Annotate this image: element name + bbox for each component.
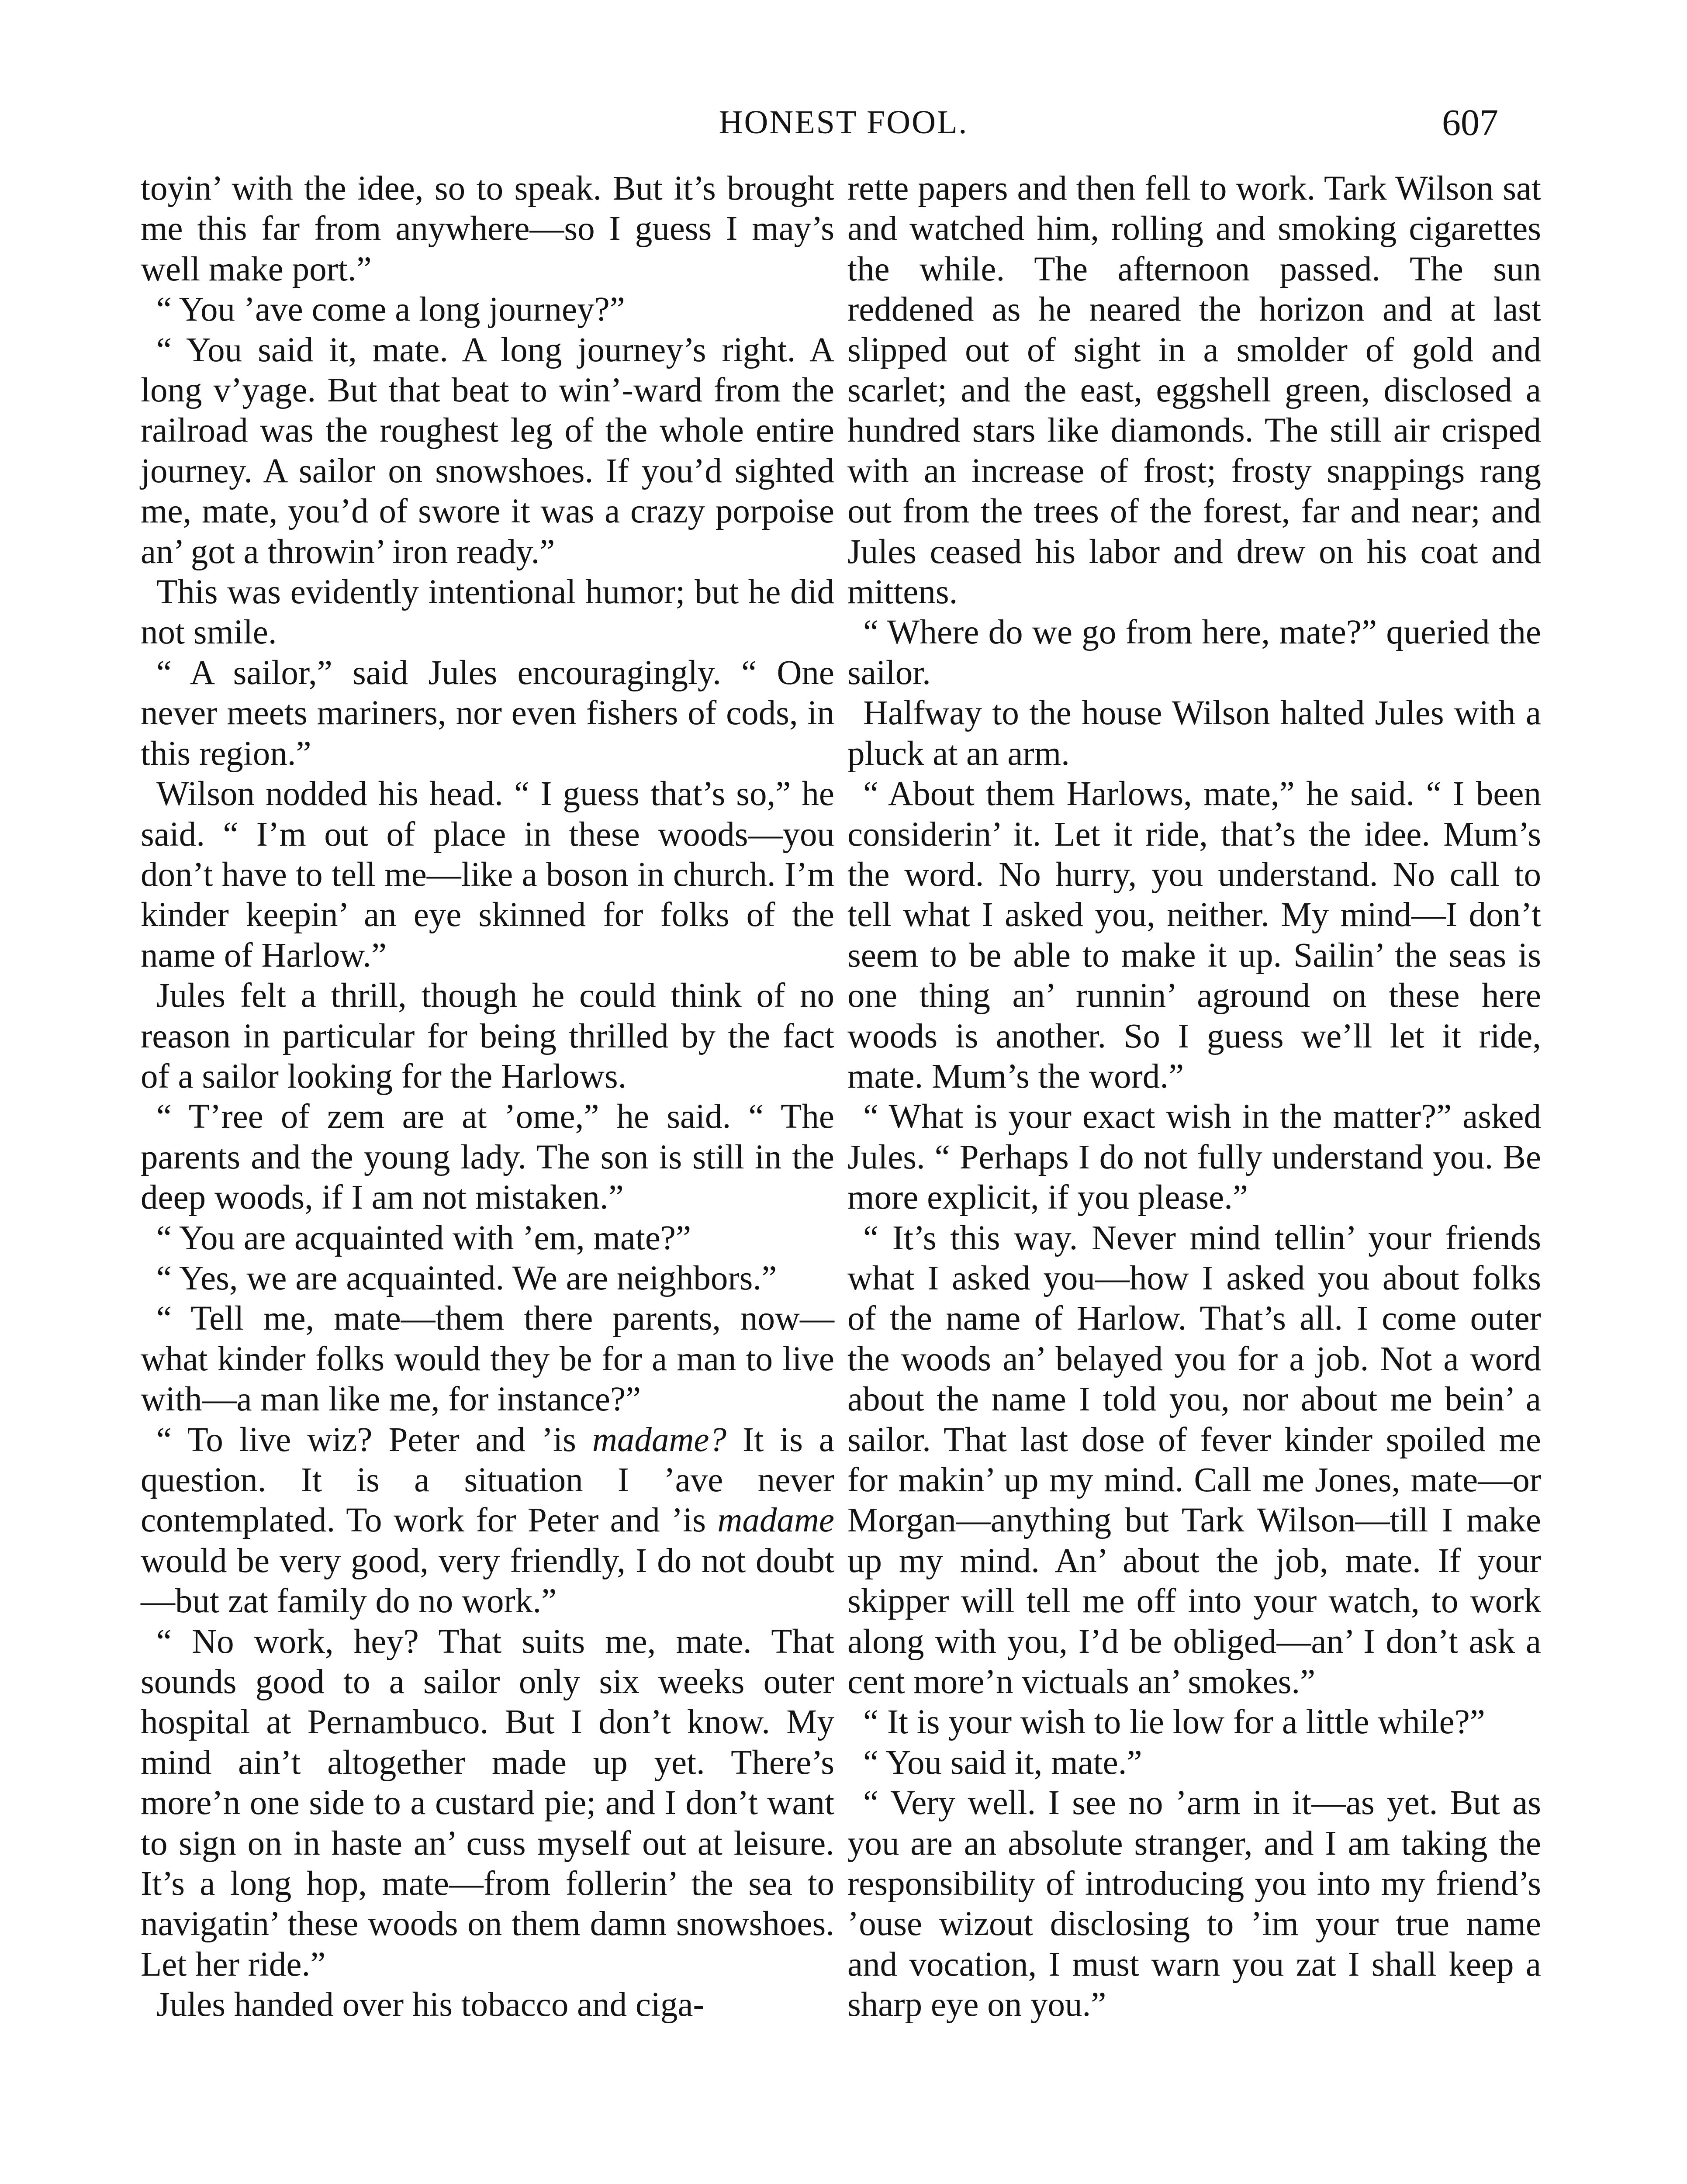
paragraph-text: “ To live wiz? Peter and ’is	[156, 1420, 592, 1459]
paragraph: “ You ’ave come a long journey?”	[156, 290, 625, 329]
paragraph: “ It is your wish to lie low for a little while?”	[863, 1703, 1485, 1742]
paragraph: This was evidently intentional humor; but he did not smile.	[141, 573, 834, 652]
right-column	[847, 169, 1541, 2025]
paragraph: Halfway to the house Wilson halted Jules with a pluck at an arm.	[847, 694, 1541, 773]
paragraph: Jules handed over his tobacco and ciga-	[156, 1986, 705, 2024]
paragraph: “ No work, hey? That suits me, mate. That sounds good to a sailor only six weeks outer hospital at Pernambuco. But I don’t know. My mind ain’t altogether made up yet. There’s more’n one side to a custard pie; and I don’t want to sign on in haste an’ cuss myself out at leisure. It’s a long hop, mate—from follerin’ the sea to navigatin’ these woods on them damn snowshoes. Let her ride.”	[141, 1622, 834, 1984]
paragraph: “ It’s this way. Never mind tellin’ your friends what I asked you—how I asked you about folks of the name of Harlow. That’s all. I come outer the woods an’ belayed you for a job. Not a word about the name I told you, nor about me bein’ a sailor. That last dose of fever kinder spoiled me for makin’ up my mind. Call me Jones, mate—or Morgan—anything but Tark Wilson—till I make up my mind. An’ about the job, mate. If your skipper will tell me off into your watch, to work along with you, I’d be obliged—an’ I don’t ask a cent more’n victuals an’ smokes.”	[847, 1219, 1541, 1701]
paragraph: Wilson nodded his head. “ I guess that’s so,” he said. “ I’m out of place in these woods—you don’t have to tell me—like a boson in church. I’m kinder keepin’ an eye skinned for folks of the name of Harlow.”	[141, 775, 834, 975]
paragraph-text: It is a question. It is a situation I ’ave never contemplated. To work for Peter and ’is	[141, 1420, 834, 1540]
left-column	[141, 169, 834, 2025]
paragraph: “ You are acquainted with ’em, mate?”	[156, 1219, 691, 1257]
italic-text: madame	[717, 1501, 834, 1540]
paragraph: “ About them Harlows, mate,” he said. “ I been considerin’ it. Let it ride, that’s the idee. Mum’s the word. No hurry, you understand. No call to tell what I asked you, neither. My mind—I don’t seem to be able to make it up. Sailin’ the seas is one thing an’ runnin’ aground on these here woods is another. So I guess we’ll let it ride, mate. Mum’s the word.”	[847, 775, 1541, 1095]
paragraph: “ Yes, we are acquainted. We are neighbors.”	[156, 1259, 777, 1297]
italic-text: madame?	[592, 1420, 726, 1459]
paragraph-text: would be very good, very friendly, I do not doubt—but zat family do no work.”	[141, 1541, 834, 1621]
running-head: HONEST FOOL.	[719, 104, 968, 141]
page-header	[0, 96, 1687, 149]
page-number: 607	[1442, 101, 1498, 143]
paragraph: “ Where do we go from here, mate?” queried the sailor.	[847, 613, 1541, 692]
paragraph: “ Tell me, mate—them there parents, now—what kinder folks would they be for a man to live with—a man like me, for instance?”	[141, 1299, 834, 1419]
paragraph: “ What is your exact wish in the matter?” asked Jules. “ Perhaps I do not fully understand you. Be more explicit, if you please.”	[847, 1098, 1541, 1217]
paragraph: Jules felt a thrill, though he could think of no reason in particular for being thrilled by the fact of a sailor looking for the Harlows.	[141, 977, 834, 1095]
paragraph: “ A sailor,” said Jules encouragingly. “ One never meets mariners, nor even fishers of cods, in this region.”	[141, 653, 834, 773]
paragraph: toyin’ with the idee, so to speak. But it’s brought me this far from anywhere—so I guess I may’s well make port.”	[141, 169, 834, 288]
paragraph: rette papers and then fell to work. Tark Wilson sat and watched him, rolling and smoking cigarettes the while. The afternoon passed. The sun reddened as he neared the horizon and at last slipped out of sight in a smolder of gold and scarlet; and the east, eggshell green, disclosed a hundred stars like diamonds. The still air crisped with an increase of frost; frosty snappings rang out from the trees of the forest, far and near; and Jules ceased his labor and drew on his coat and mittens.	[847, 169, 1541, 612]
paragraph: “ You said it, mate. A long journey’s right. A long v’yage. But that beat to win’-ward from the railroad was the roughest leg of the whole entire journey. A sailor on snowshoes. If you’d sighted me, mate, you’d of swore it was a crazy porpoise an’ got a throwin’ iron ready.”	[141, 331, 834, 571]
paragraph	[141, 1420, 834, 1622]
paragraph: “ T’ree of zem are at ’ome,” he said. “ The parents and the young lady. The son is still in the deep woods, if I am not mistaken.”	[141, 1098, 834, 1217]
paragraph: “ You said it, mate.”	[863, 1743, 1142, 1782]
paragraph: “ Very well. I see no ’arm in it—as yet. But as you are an absolute stranger, and I am taking the responsibility of introducing you into my friend’s ’ouse wizout disclosing to ’im your true name and vocation, I must warn you zat I shall keep a sharp eye on you.”	[847, 1784, 1541, 2024]
